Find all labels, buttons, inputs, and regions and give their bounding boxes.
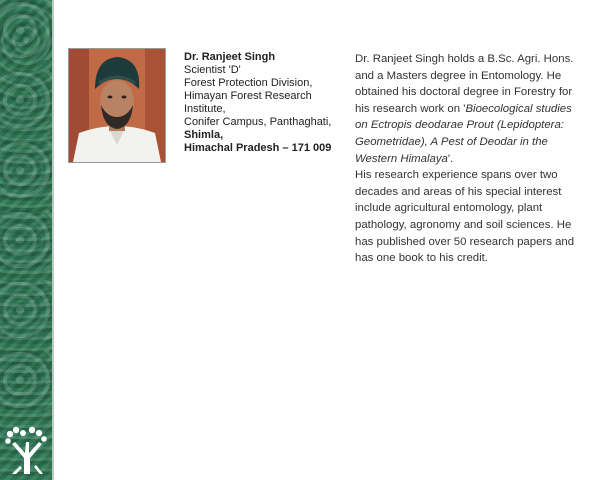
- campus: Conifer Campus, Panthaghati,: [184, 116, 332, 128]
- institute-line-2: Institute,: [184, 103, 226, 115]
- city: Shimla,: [184, 129, 224, 141]
- tree-emblem-icon: [4, 424, 48, 476]
- bio-p1-text: Dr. Ranjeet Singh holds a B.Sc. Agri. Hons. and a Masters degree in Entomology. He obtained his doctoral degree in Forestry for his research work on ': [355, 53, 574, 115]
- bio-p1-end: '.: [447, 152, 454, 165]
- bio-paragraph-1: [355, 51, 580, 167]
- contact-block: [184, 51, 344, 155]
- institute-line-1: Himayan Forest Research: [184, 90, 312, 102]
- portrait-photo: [68, 48, 166, 163]
- person-name: Dr. Ranjeet Singh: [184, 51, 276, 63]
- decorative-sidebar: [0, 0, 54, 480]
- portrait-illustration: [69, 49, 165, 162]
- state-pin: Himachal Pradesh – 171 009: [184, 142, 332, 154]
- biography: [355, 51, 580, 267]
- division: Forest Protection Division,: [184, 77, 313, 89]
- thesis-title: Bioecological studies on Ectropis deodarae Prout (Lepidoptera: Geometridae), A Pest of Deodar in the Western Himalaya: [355, 102, 572, 165]
- designation: Scientist 'D': [184, 64, 241, 76]
- bio-paragraph-2: His research experience spans over two decades and areas of his special interest include agricultural entomology, plant pathology, agronomy and soil sciences. He has published over 50 research papers and has one book to his credit.: [355, 169, 575, 265]
